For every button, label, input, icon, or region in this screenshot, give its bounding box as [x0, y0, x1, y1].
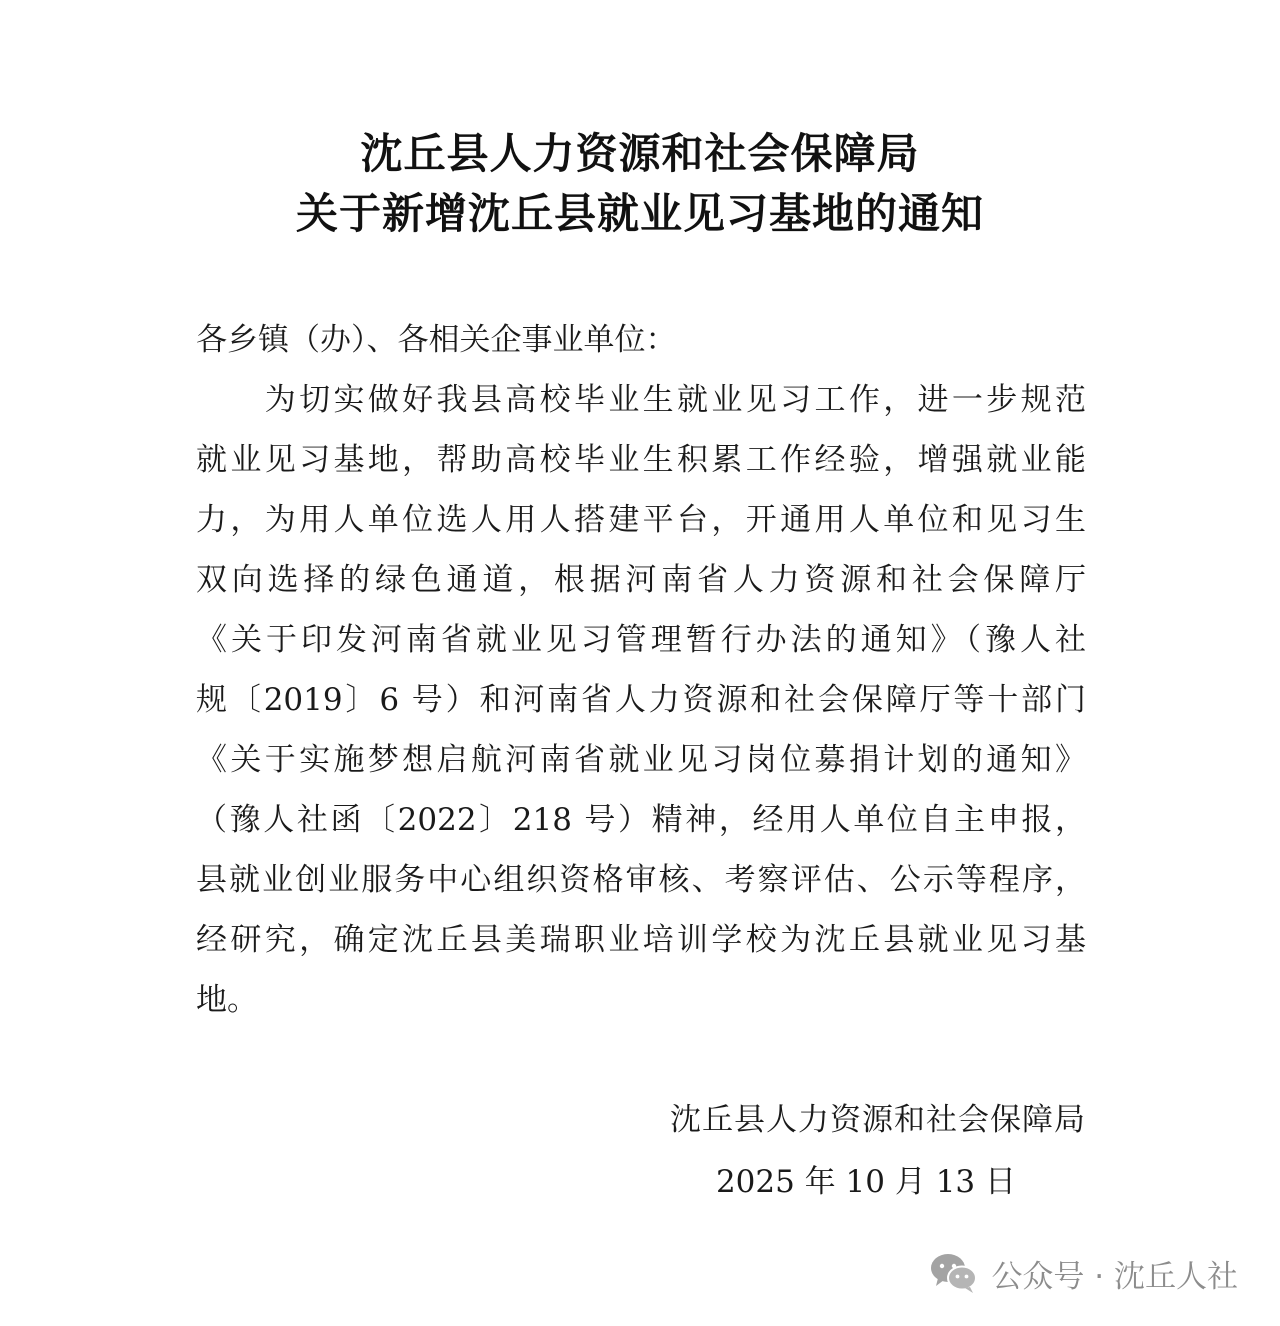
body-line: 力，为用人单位选人用人搭建平台，开通用人单位和见习生 — [196, 502, 1086, 538]
document-title-line-1: 沈丘县人力资源和社会保障局 — [360, 129, 920, 178]
body-line: （豫人社函〔2022〕218 号）精神，经用人单位自主申报， — [196, 802, 1086, 838]
body-line: 《关于实施梦想启航河南省就业见习岗位募捐计划的通知》 — [196, 742, 1086, 778]
body-line: 就业见习基地，帮助高校毕业生积累工作经验，增强就业能 — [196, 442, 1086, 478]
body-line: 县就业创业服务中心组织资格审核、考察评估、公示等程序， — [196, 862, 1086, 898]
body-line: 经研究，确定沈丘县美瑞职业培训学校为沈丘县就业见习基 — [196, 922, 1086, 958]
wechat-icon — [929, 1251, 979, 1295]
salutation: 各乡镇（办）、各相关企事业单位： — [196, 322, 677, 358]
watermark — [929, 1250, 1238, 1296]
body-line: 规〔2019〕6 号）和河南省人力资源和社会保障厅等十部门 — [196, 682, 1086, 718]
body-line: 地。 — [196, 982, 258, 1018]
document-title-line-2: 关于新增沈丘县就业见习基地的通知 — [295, 189, 984, 238]
signature-organization: 沈丘县人力资源和社会保障局 — [670, 1102, 1086, 1138]
body-line: 《关于印发河南省就业见习管理暂行办法的通知》（豫人社 — [196, 622, 1086, 658]
watermark-text: 公众号 · 沈丘人社 — [991, 1258, 1238, 1295]
signature-date: 2025 年 10 月 13 日 — [715, 1164, 1016, 1200]
body-line: 为切实做好我县高校毕业生就业见习工作，进一步规范 — [196, 382, 1086, 418]
body-line: 双向选择的绿色通道，根据河南省人力资源和社会保障厅 — [196, 562, 1086, 598]
